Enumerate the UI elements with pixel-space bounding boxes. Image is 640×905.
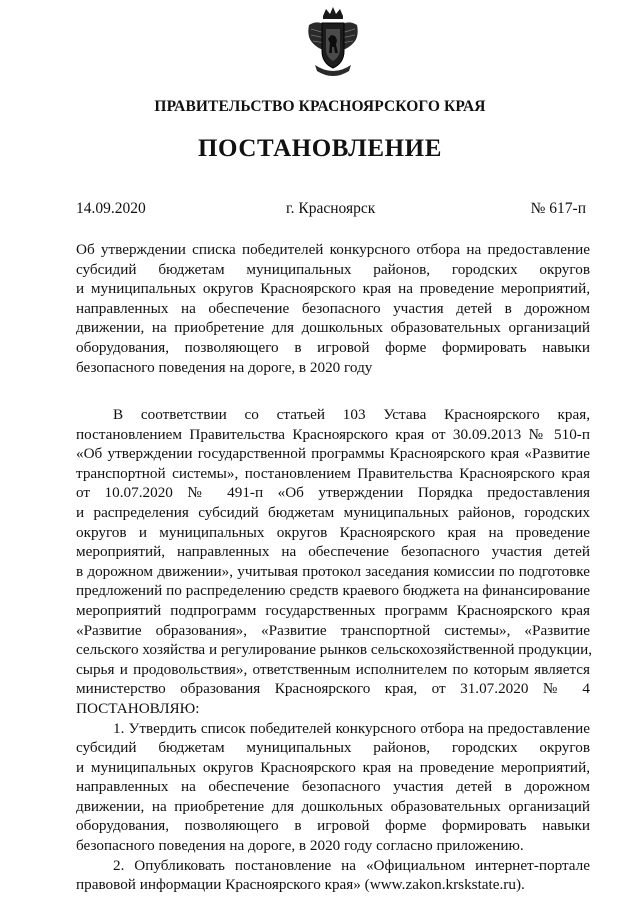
body-line: в дорожном движении», учитывая протокол заседания комиссии по подготовке [76, 562, 590, 580]
body-line: 2. Опубликовать постановление на «Официальном интернет-портале [113, 856, 590, 874]
body-line: В соответствии со статьей 103 Устава Красноярского края, [113, 406, 590, 423]
document-type-title: ПОСТАНОВЛЕНИЕ [197, 135, 443, 162]
body-line: постановлением Правительства Красноярского края от 30.09.2013 № 510-п [76, 425, 590, 443]
body-line: направленных на обеспечение безопасного участия детей в дорожном [76, 778, 590, 796]
body-line: мероприятий, направленных на обеспечение безопасного участия детей [76, 543, 590, 561]
body-line: округов и муниципальных округов Красноярского края на проведение [76, 523, 590, 541]
body-line: правовой информации Красноярского края» (www.zakon.krskstate.ru). [76, 876, 525, 894]
subject-line: Об утверждении списка победителей конкурсного отбора на предоставление [76, 241, 590, 258]
subject-line: субсидий бюджетам муниципальных районов, городских округов [76, 260, 590, 278]
body-line: сырья и продовольствия», ответственным исполнителем по которым является [76, 660, 590, 678]
body-line: оборудования, позволяющего в игровой форме формировать навыки [76, 817, 590, 835]
document-city: г. Красноярск [286, 200, 376, 217]
body-line: транспортной системы», постановлением Правительства Красноярского края [76, 464, 590, 482]
body-line: субсидий бюджетам муниципальных районов, городских округов [76, 739, 590, 757]
document-number: № 617-п [530, 200, 586, 217]
body-line: и муниципальных округов Красноярского края на проведение мероприятий, [76, 758, 590, 776]
body-line: сельского хозяйства и регулирование рынков сельскохозяйственной продукции, [76, 641, 593, 659]
body-line-decree: ПОСТАНОВЛЯЮ: [76, 699, 200, 717]
document-body [76, 405, 593, 895]
body-line: безопасного поведения на дороге, в 2020 году согласно приложению. [76, 837, 524, 855]
body-line: и распределения субсидий бюджетам муниципальных районов, городских [76, 503, 590, 521]
document-date: 14.09.2020 [76, 200, 146, 217]
body-line: министерство образования Красноярского края, от 31.07.2020 № 4 [76, 680, 590, 698]
body-line: «Развитие образования», «Развитие транспортной системы», «Развитие [76, 621, 590, 639]
document-subject [76, 240, 590, 377]
body-line: от 10.07.2020 № 491-п «Об утверждении Порядка предоставления [76, 484, 590, 502]
subject-line: безопасного поведения на дороге, в 2020 году [76, 358, 373, 376]
body-line: предложений по распределению средств краевого бюджета на финансирование [76, 582, 590, 600]
subject-line: и муниципальных округов Красноярского края на проведение мероприятий, [76, 280, 590, 298]
coat-of-arms-icon [305, 5, 361, 79]
subject-line: оборудования, позволяющего в игровой форме формировать навыки [76, 338, 590, 356]
body-line: 1. Утвердить список победителей конкурсного отбора на предоставление [113, 719, 590, 737]
body-line: мероприятий подпрограмм государственных программ Красноярского края [76, 601, 590, 619]
government-title: ПРАВИТЕЛЬСТВО КРАСНОЯРСКОГО КРАЯ [154, 98, 486, 115]
body-line: «Об утверждении государственной программы Красноярского края «Развитие [76, 445, 590, 463]
subject-line: направленных на обеспечение безопасного участия детей в дорожном [76, 299, 590, 317]
subject-line: движении, на приобретение для дошкольных образовательных организаций [76, 319, 590, 337]
body-line: движении, на приобретение для дошкольных образовательных организаций [76, 797, 590, 815]
